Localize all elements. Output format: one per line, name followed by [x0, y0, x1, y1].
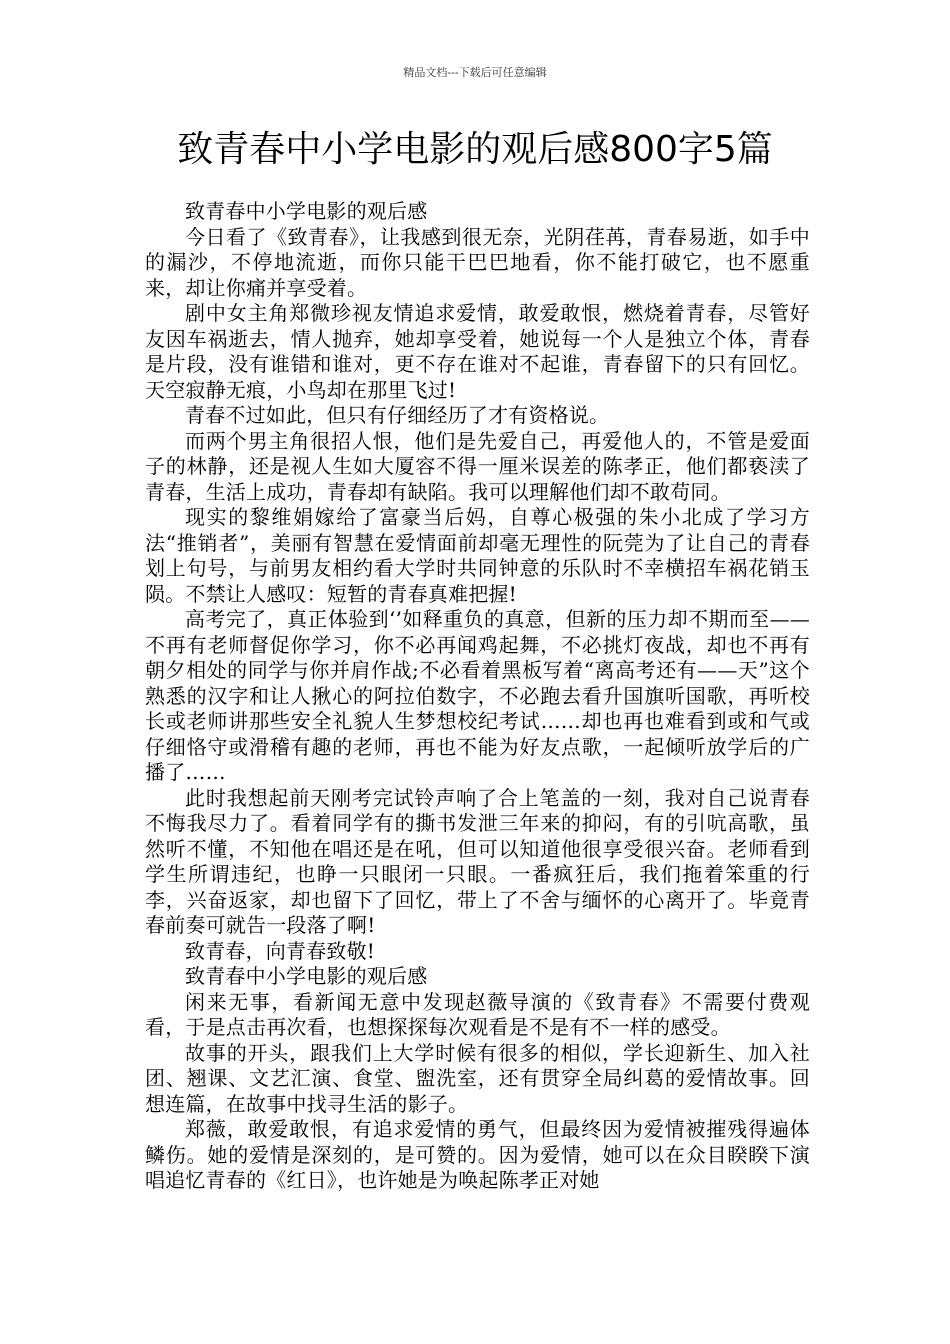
- paragraph: 故事的开头，跟我们上大学时候有很多的相似，学长迎新生、加入社团、翘课、文艺汇演、食堂、盥洗室，还有贯穿全局纠葛的爱情故事。回想连篇，在故事中找寻生活的影子。: [145, 1040, 810, 1116]
- paragraph: 今日看了《致青春》，让我感到很无奈，光阴荏苒，青春易逝，如手中的漏沙，不停地流逝，而你只能干巴巴地看，你不能打破它，也不愿重来，却让你痛并享受着。: [145, 224, 810, 300]
- article-body: [145, 199, 810, 1194]
- header-note: 精品文档---下载后可任意编辑: [403, 66, 547, 79]
- paragraph: 致青春中小学电影的观后感: [185, 964, 428, 988]
- paragraph: 此时我想起前天刚考完试铃声响了合上笔盖的一刻，我对自己说青春不悔我尽力了。看着同学有的撕书发泄三年来的抑闷，有的引吭高歌，虽然听不懂，不知他在唱还是在吼，但可以知道他很享受很兴奋。老师看到学生所谓违纪，也睁一只眼闭一只眼。一番疯狂后，我们拖着笨重的行李，兴奋返家，却也留下了回忆，带上了不舍与缅怀的心离开了。毕竟青春前奏可就告一段落了啊!: [145, 785, 810, 937]
- paragraph: 致青春，向青春致敬!: [185, 938, 376, 963]
- page-title: 致青春中小学电影的观后感800字5篇: [177, 129, 773, 170]
- paragraph: 青春不过如此，但只有仔细经历了才有资格说。: [185, 403, 610, 427]
- paragraph: 高考完了，真正体验到‘’如释重负的真意，但新的压力却不期而至——不再有老师督促你学习，你不必再闻鸡起舞，不必挑灯夜战，却也不再有朝夕相处的同学与你并肩作战;不必看着黑板写着“离高考还有——天”这个熟悉的汉字和让人揪心的阿拉伯数字，不必跑去看升国旗听国歌，再听校长或老师讲那些安全礼貌人生梦想校纪考试……却也再也难看到或和气或仔细恪守或滑稽有趣的老师，再也不能为好友点歌，一起倾听放学后的广播了……: [145, 607, 810, 784]
- paragraph: 闲来无事，看新闻无意中发现赵薇导演的《致青春》不需要付费观看，于是点击再次看，也想探探每次观看是不是有不一样的感受。: [145, 989, 810, 1039]
- paragraph: 剧中女主角郑微珍视友情追求爱情，敢爱敢恨，燃烧着青春，尽管好友因车祸逝去，情人抛弃，她却享受着，她说每一个人是独立个体，青春是片段，没有谁错和谁对，更不存在谁对不起谁，青春留下的只有回忆。天空寂静无痕，小鸟却在那里飞过!: [145, 301, 810, 402]
- paragraph: 而两个男主角很招人恨，他们是先爱自己，再爱他人的，不管是爱面子的林静，还是视人生如大厦容不得一厘米误差的陈孝正，他们都亵渎了青春，生活上成功，青春却有缺陷。我可以理解他们却不敢苟同。: [145, 428, 810, 504]
- paragraph: 郑薇，敢爱敢恨，有追求爱情的勇气，但最终因为爱情被摧残得遍体鳞伤。她的爱情是深刻的，是可赞的。因为爱情，她可以在众目睽睽下演唱追忆青春的《红日》，也许她是为唤起陈孝正对她: [145, 1117, 810, 1192]
- paragraph: 现实的黎维娟嫁给了富豪当后妈，自尊心极强的朱小北成了学习方法“推销者”，美丽有智慧在爱情面前却毫无理性的阮莞为了让自己的青春划上句号，与前男友相约看大学时共同钟意的乐队时不幸横招车祸花销玉陨。不禁让人感叹：短暂的青春真难把握!: [145, 505, 810, 606]
- paragraph: 致青春中小学电影的观后感: [185, 199, 428, 223]
